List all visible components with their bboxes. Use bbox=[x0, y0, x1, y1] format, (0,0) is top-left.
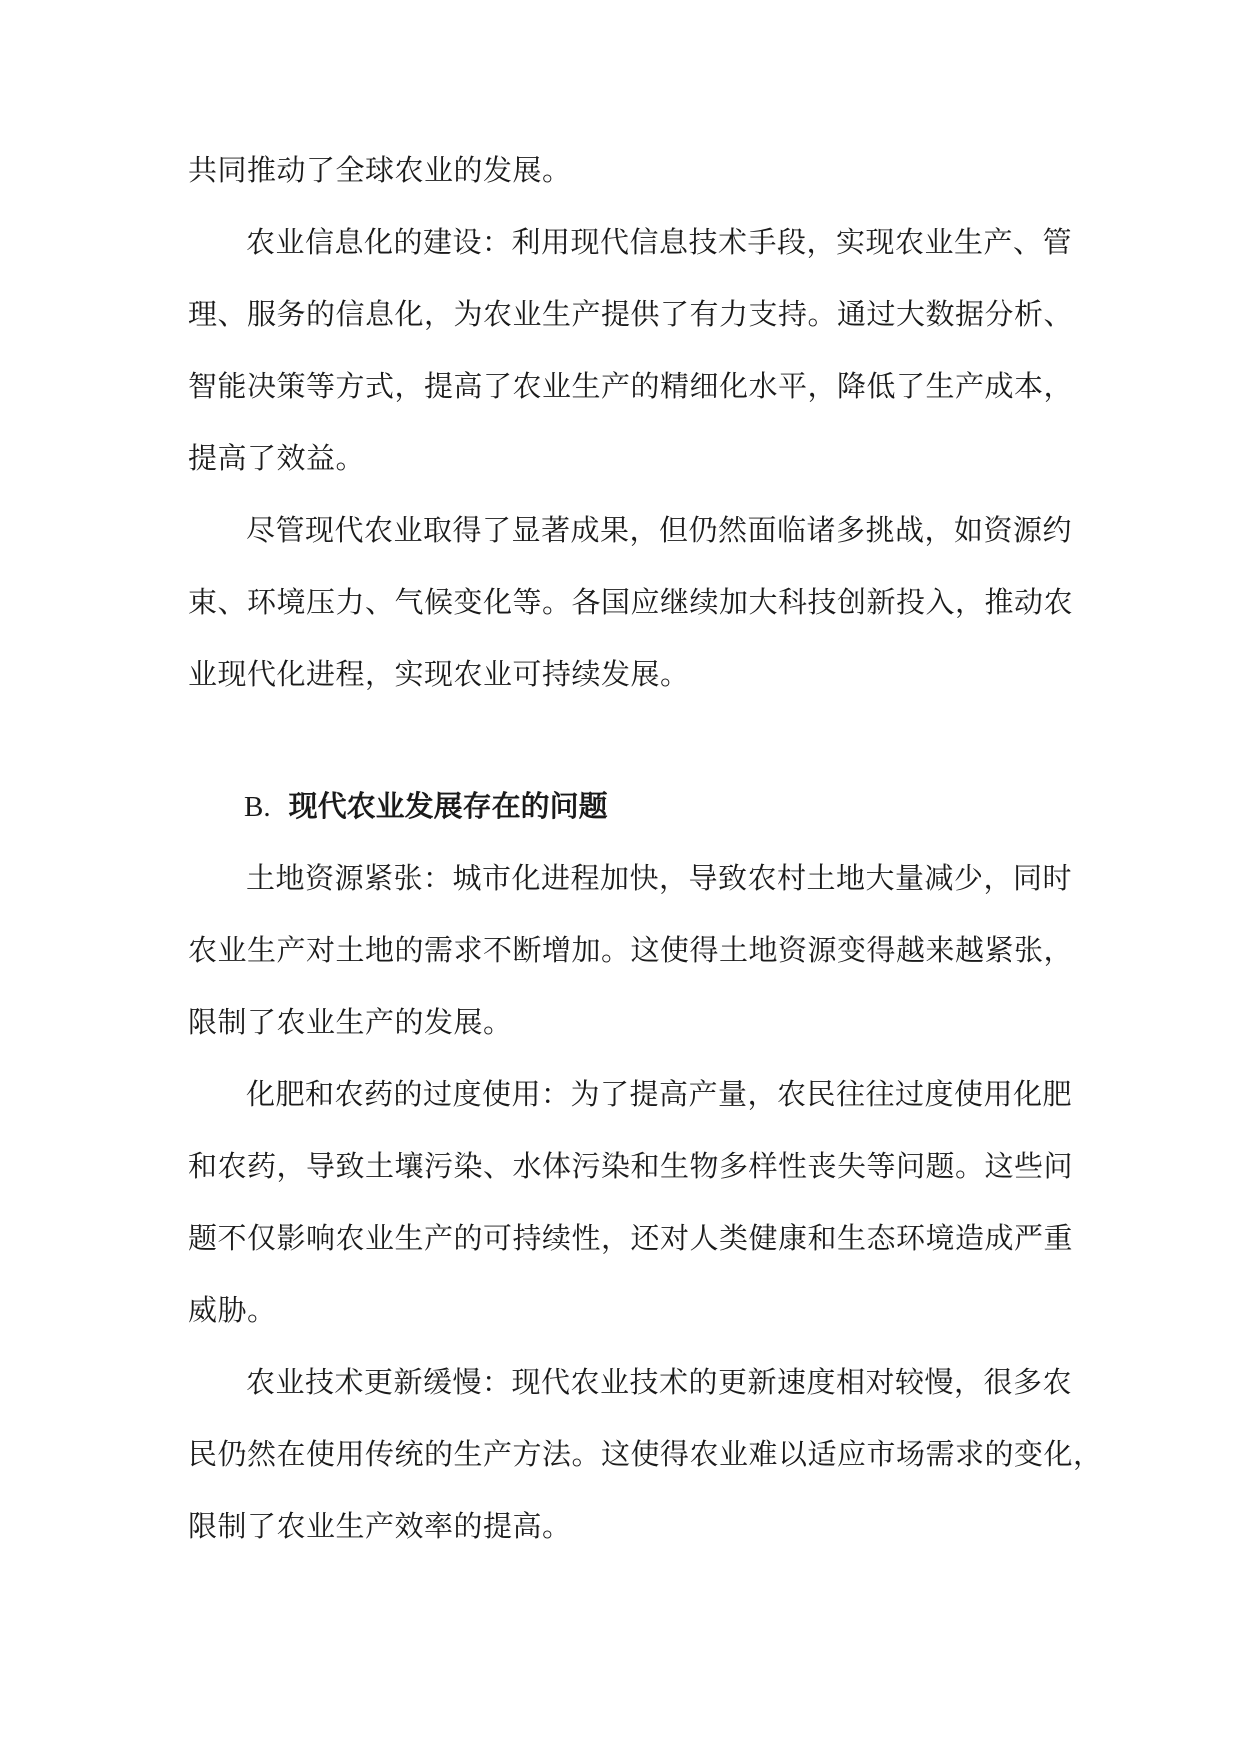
paragraph-technology-line-3: 限制了农业生产效率的提高。 bbox=[188, 1509, 572, 1543]
paragraph-informatization-line-4: 提高了效益。 bbox=[188, 441, 366, 475]
paragraph-fertilizer-line-1: 化肥和农药的过度使用：为了提高产量，农民往往过度使用化肥 bbox=[246, 1077, 1073, 1111]
paragraph-technology-line-2: 民仍然在使用传统的生产方法。这使得农业难以适应市场需求的变化， bbox=[188, 1437, 1103, 1471]
paragraph-challenges-line-2: 束、环境压力、气候变化等。各国应继续加大科技创新投入，推动农 bbox=[188, 585, 1074, 619]
paragraph-fertilizer-line-2: 和农药，导致土壤污染、水体污染和生物多样性丧失等问题。这些问 bbox=[188, 1149, 1074, 1183]
paragraph-land-line-3: 限制了农业生产的发展。 bbox=[188, 1005, 513, 1039]
section-title: 现代农业发展存在的问题 bbox=[288, 789, 608, 823]
paragraph-intro-line-1: 共同推动了全球农业的发展。 bbox=[188, 153, 572, 187]
paragraph-fertilizer-line-3: 题不仅影响农业生产的可持续性，还对人类健康和生态环境造成严重 bbox=[188, 1221, 1074, 1255]
paragraph-informatization-line-1: 农业信息化的建设：利用现代信息技术手段，实现农业生产、管 bbox=[246, 225, 1073, 259]
paragraph-technology-line-1: 农业技术更新缓慢：现代农业技术的更新速度相对较慢，很多农 bbox=[246, 1365, 1073, 1399]
paragraph-land-line-1: 土地资源紧张：城市化进程加快，导致农村土地大量减少，同时 bbox=[246, 861, 1073, 895]
section-heading-b bbox=[244, 786, 608, 827]
paragraph-informatization-line-3: 智能决策等方式，提高了农业生产的精细化水平，降低了生产成本， bbox=[188, 369, 1074, 403]
paragraph-informatization-line-2: 理、服务的信息化，为农业生产提供了有力支持。通过大数据分析、 bbox=[188, 297, 1074, 331]
paragraph-land-line-2: 农业生产对土地的需求不断增加。这使得土地资源变得越来越紧张， bbox=[188, 933, 1074, 967]
paragraph-challenges-line-1: 尽管现代农业取得了显著成果，但仍然面临诸多挑战，如资源约 bbox=[246, 513, 1073, 547]
paragraph-fertilizer-line-4: 威胁。 bbox=[188, 1293, 277, 1327]
section-number: B. bbox=[244, 791, 271, 823]
paragraph-challenges-line-3: 业现代化进程，实现农业可持续发展。 bbox=[188, 657, 690, 691]
